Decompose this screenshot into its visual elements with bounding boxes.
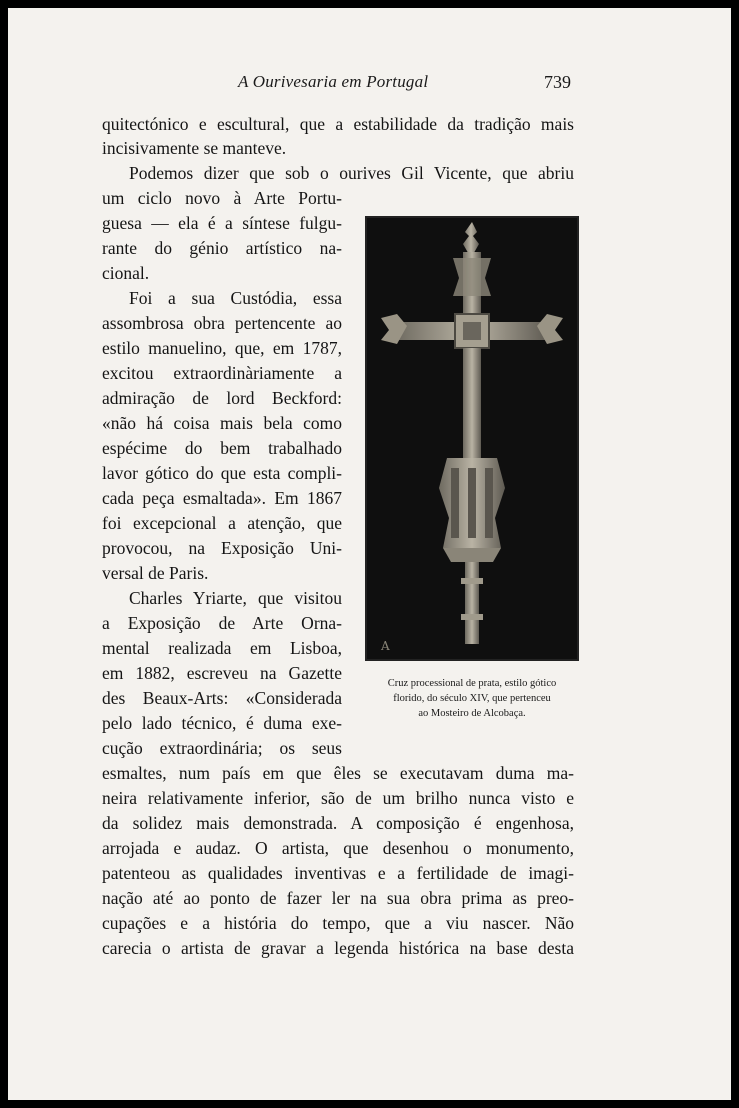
text-line: provocou, na Exposição Uni- [102, 538, 342, 558]
text-line: cução extraordinária; os seus [102, 738, 342, 758]
text-line: nação até ao ponto de fazer ler na sua obra prima as preo- [102, 888, 574, 908]
text-line: des Beaux-Arts: «Considerada [102, 688, 342, 708]
text-line: em 1882, escreveu na Gazette [102, 663, 342, 683]
processional-cross-photo [365, 216, 579, 661]
text-line: pelo lado técnico, é duma exe- [102, 713, 342, 733]
text-line: cupações e a história do tempo, que a viu nascer. Não [102, 913, 574, 933]
svg-text:A: A [381, 639, 390, 653]
text-line: da solidez mais demonstrada. A composição é engenhosa, [102, 813, 574, 833]
cross-illustration [367, 218, 577, 659]
text-line: esmaltes, num país em que êles se executavam duma ma- [102, 763, 574, 783]
text-line: cional. [102, 263, 150, 283]
text-line: lavor gótico do que esta compli- [102, 463, 342, 483]
text-line: «não há coisa mais bela como [102, 413, 342, 433]
text-line: Foi a sua Custódia, essa [129, 288, 342, 308]
text-line: foi excepcional a atenção, que [102, 513, 342, 533]
text-line: incisivamente se manteve. [102, 138, 287, 158]
text-line: excitou extraordinàriamente a [102, 363, 342, 383]
text-line: guesa — ela é a síntese fulgu- [102, 213, 342, 233]
text-line: quitectónico e escultural, que a estabilidade da tradição mais [102, 114, 574, 134]
text-line: um ciclo novo à Arte Portu- [102, 188, 342, 208]
book-page [8, 8, 731, 1100]
caption-line: Cruz processional de prata, estilo gótico [387, 678, 557, 689]
text-line: estilo manuelino, que, em 1787, [102, 338, 342, 358]
text-line: espécime do bem trabalhado [102, 438, 342, 458]
text-line: carecia o artista de gravar a legenda histórica na base desta [102, 938, 574, 958]
text-line: arrojada e audaz. O artista, que desenhou o monumento, [102, 838, 574, 858]
text-line: mental realizada em Lisboa, [102, 638, 342, 658]
figure-caption [358, 676, 586, 721]
caption-line: ao Mosteiro de Alcobaça. [418, 708, 526, 719]
running-header-title: A Ourivesaria em Portugal [238, 72, 429, 91]
text-line: rante do génio artístico na- [102, 238, 342, 258]
text-line: patenteou as qualidades inventivas e a fertilidade de imagi- [102, 863, 574, 883]
text-line: Podemos dizer que sob o ourives Gil Vicente, que abriu [129, 163, 574, 183]
text-line: assombrosa obra pertencente ao [102, 313, 342, 333]
text-line: a Exposição de Arte Orna- [102, 613, 342, 633]
text-line: admiração de lord Beckford: [102, 388, 342, 408]
page-number: 739 [544, 72, 571, 92]
text-line: versal de Paris. [102, 563, 209, 583]
text-line: Charles Yriarte, que visitou [129, 588, 342, 608]
text-line: neira relativamente inferior, são de um brilho nunca visto e [102, 788, 574, 808]
caption-line: florido, do século XIV, que pertenceu [393, 693, 551, 704]
text-line: cada peça esmaltada». Em 1867 [102, 488, 342, 508]
